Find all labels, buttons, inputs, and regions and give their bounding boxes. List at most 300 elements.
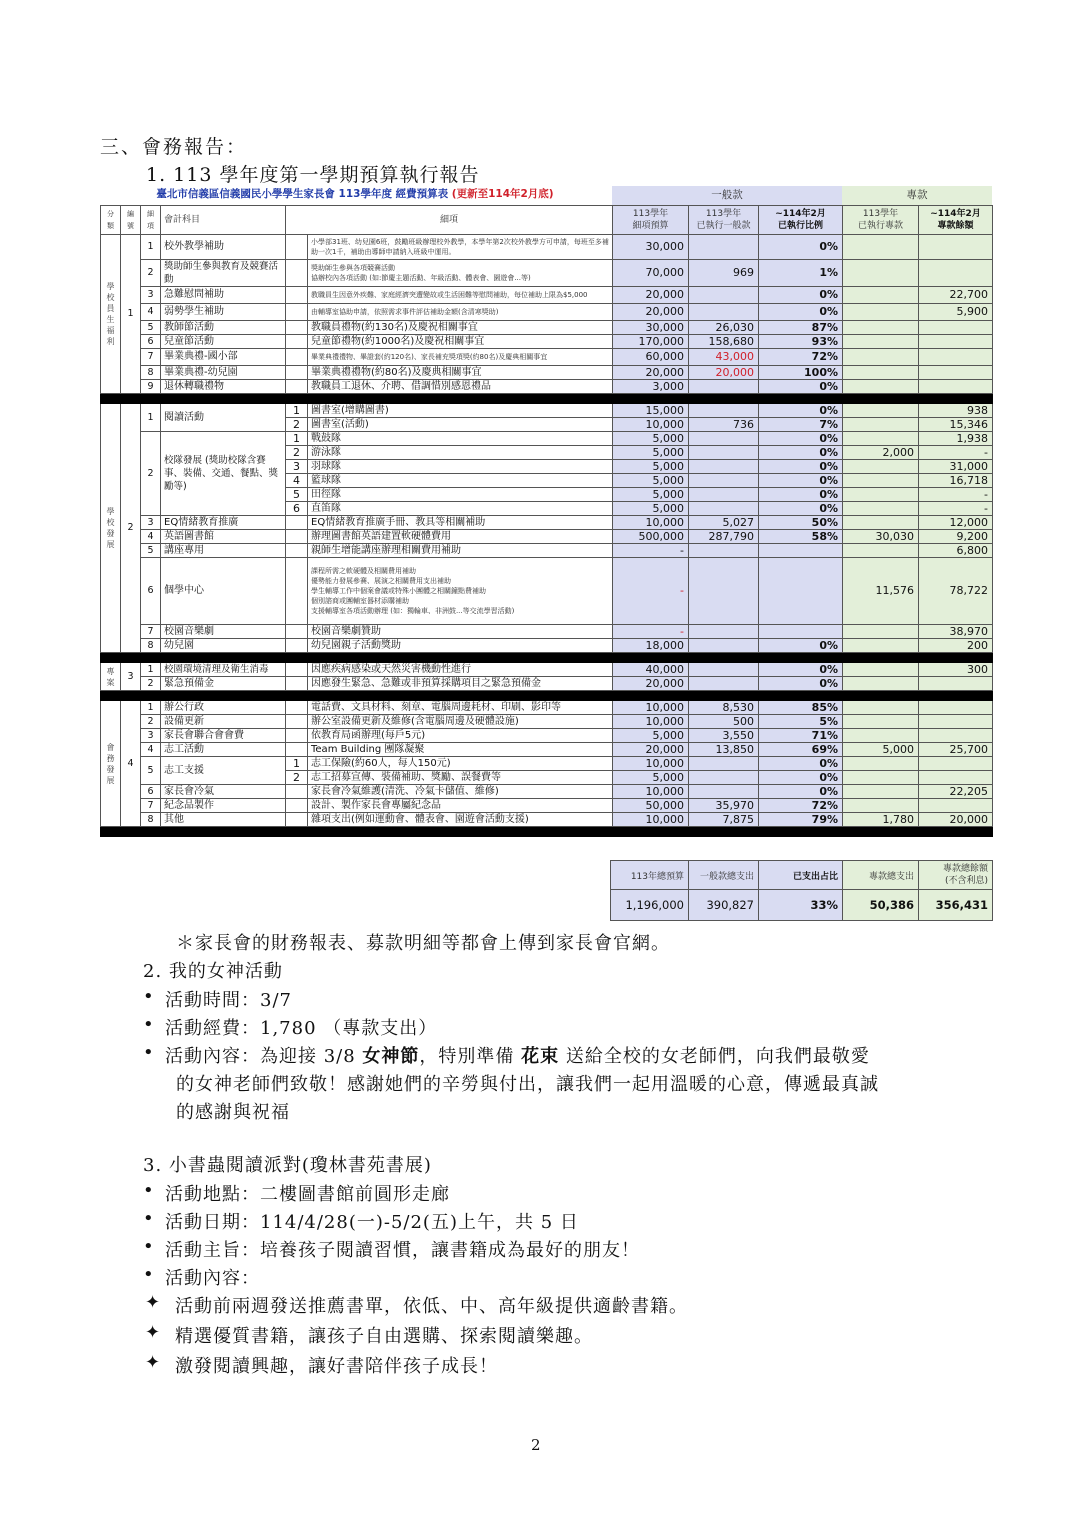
special-balance-cell: - [919, 488, 993, 502]
table-title-text: 臺北市信義區信義國民小學學生家長會 113學年度 經費預算表 [156, 188, 449, 200]
spent-special-cell [843, 715, 919, 729]
spent-general-cell [689, 625, 759, 639]
budget-cell: 5,000 [613, 460, 689, 474]
ratio-cell: 72% [759, 799, 843, 813]
budget-cell: 5,000 [613, 729, 689, 743]
spent-general-cell [689, 488, 759, 502]
sub-item-cell [286, 321, 308, 335]
spent-special-cell [843, 321, 919, 335]
spent-general-cell [689, 304, 759, 321]
spent-special-cell [843, 625, 919, 639]
special-balance-cell: 22,205 [919, 785, 993, 799]
item3-point-text: 激發閱讀興趣，讓好書陪伴孩子成長！ [175, 1356, 498, 1377]
detail-cell: 幼兒園親子活動獎助 [308, 639, 613, 653]
table-row [101, 639, 993, 653]
special-balance-cell [919, 380, 993, 394]
ratio-cell: 1% [759, 260, 843, 287]
spent-special-cell [843, 304, 919, 321]
item-no-cell: 5 [141, 757, 161, 785]
special-balance-cell: 15,346 [919, 418, 993, 432]
item2-content-suffix: 送給全校的女老師們，向我們最敬愛 [559, 1046, 870, 1067]
item3-point-text: 活動前兩週發送推薦書單，依低、中、高年級提供適齡書籍。 [175, 1296, 688, 1317]
spent-special-cell: 2,000 [843, 446, 919, 460]
detail-cell: 畢業典禮禮物(約80名)及慶典相關事宜 [308, 366, 613, 380]
category-cell: 學校員生福利 [101, 235, 121, 394]
finance-note: ＊家長會的財務報表、募款明細等都會上傳到家長會官網。 [176, 933, 670, 954]
ratio-cell: 0% [759, 677, 843, 691]
category-cell: 會務發展 [101, 701, 121, 827]
budget-cell: 5,000 [613, 432, 689, 446]
col-ratio: ~114年2月 已執行比例 [759, 206, 843, 235]
item-no-cell: 1 [141, 701, 161, 715]
item2-content-prefix: 活動內容：為迎接 3/8 [165, 1046, 363, 1067]
detail-cell: 辦理圖書館英語建置軟硬體費用 [308, 530, 613, 544]
sparkle-icon: ✦ [145, 1352, 162, 1373]
spent-general-cell [689, 404, 759, 418]
sub-item-cell: 1 [286, 757, 308, 771]
item-no-cell: 1 [141, 235, 161, 260]
account-cell: 急難慰問補助 [161, 287, 286, 304]
spent-special-cell [843, 663, 919, 677]
special-balance-cell [919, 677, 993, 691]
budget-cell: 30,000 [613, 235, 689, 260]
sub-item-cell: 3 [286, 460, 308, 474]
spent-general-cell: 158,680 [689, 335, 759, 349]
budget-cell: - [613, 625, 689, 639]
detail-cell: 圖書室(活動) [308, 418, 613, 432]
budget-cell: 18,000 [613, 639, 689, 653]
ratio-cell [759, 544, 843, 558]
spent-special-cell [843, 366, 919, 380]
col-detail: 細項 [286, 206, 613, 235]
budget-cell: 5,000 [613, 474, 689, 488]
budget-cell: 20,000 [613, 304, 689, 321]
item3-place: • 活動地點：二樓圖書館前圓形走廊 [165, 1180, 450, 1206]
code-cell: 4 [121, 701, 141, 827]
spent-general-cell [689, 460, 759, 474]
item-no-cell: 7 [141, 799, 161, 813]
budget-cell: - [613, 558, 689, 625]
account-cell: 個學中心 [161, 558, 286, 625]
spent-special-cell [843, 544, 919, 558]
spent-general-cell [689, 287, 759, 304]
special-balance-cell [919, 715, 993, 729]
item-no-cell: 8 [141, 639, 161, 653]
item-no-cell: 1 [141, 663, 161, 677]
summary-label-total-budget: 113年總預算 [611, 861, 689, 890]
detail-cell: 課程所需之軟硬體及相關費用補助 優勢能力發展參賽、展演之相關費用支出補助 學生輔導工作中個案會議或特殊小團體之相關鐘點費補助 個別諮商或團輔室器材添購補助 支援輔導室各項活動辦理 (如：獨輪車、非洲鼓...等交流學習活動) [308, 558, 613, 625]
special-balance-cell: 938 [919, 404, 993, 418]
detail-cell: 教職員禮物(約130名)及慶祝相關事宜 [308, 321, 613, 335]
spent-special-cell [843, 460, 919, 474]
table-row [101, 287, 993, 304]
budget-cell: - [613, 544, 689, 558]
summary-special-spent: 50,386 [843, 890, 919, 921]
account-cell: 弱勢學生補助 [161, 304, 286, 321]
item3-purpose: • 活動主旨：培養孩子閱讀習慣，讓書籍成為最好的朋友！ [165, 1236, 640, 1262]
ratio-cell: 0% [759, 446, 843, 460]
table-row [101, 799, 993, 813]
budget-cell: 70,000 [613, 260, 689, 287]
table-row [101, 530, 993, 544]
spent-general-cell [689, 502, 759, 516]
account-cell: 英語圖書館 [161, 530, 286, 544]
budget-cell: 20,000 [613, 287, 689, 304]
sub-item-cell: 5 [286, 488, 308, 502]
ratio-cell: 0% [759, 639, 843, 653]
ratio-cell: 0% [759, 474, 843, 488]
group-general-header: 一般款 [612, 186, 842, 205]
ratio-cell: 0% [759, 771, 843, 785]
ratio-cell: 0% [759, 432, 843, 446]
special-balance-cell [919, 729, 993, 743]
spent-special-cell [843, 349, 919, 366]
sub-item-cell [286, 729, 308, 743]
item2-content-line2: 的女神老師們致敬！感謝她們的辛勞與付出，讓我們一起用溫暖的心意，傳遞最真誠 [176, 1074, 879, 1095]
spent-special-cell [843, 516, 919, 530]
col-special-balance: ~114年2月 專款餘額 [919, 206, 993, 235]
sub-item-cell [286, 544, 308, 558]
account-cell: 緊急預備金 [161, 677, 286, 691]
table-row [101, 663, 993, 677]
budget-cell: 10,000 [613, 701, 689, 715]
detail-cell: 游泳隊 [308, 446, 613, 460]
sub-item-cell [286, 715, 308, 729]
table-row [101, 729, 993, 743]
item3-date: • 活動日期：114/4/28(一)-5/2(五)上午，共 5 日 [165, 1208, 579, 1234]
ratio-cell: 100% [759, 366, 843, 380]
detail-cell: 圖書室(增購圖書) [308, 404, 613, 418]
code-cell: 1 [121, 235, 141, 394]
budget-cell: 10,000 [613, 418, 689, 432]
special-balance-cell: 1,938 [919, 432, 993, 446]
spent-general-cell [689, 446, 759, 460]
special-balance-cell: 38,970 [919, 625, 993, 639]
ratio-cell: 0% [759, 287, 843, 304]
ratio-cell: 58% [759, 530, 843, 544]
account-cell: EQ情緒教育推廣 [161, 516, 286, 530]
spent-special-cell [843, 729, 919, 743]
summary-total-budget: 1,196,000 [611, 890, 689, 921]
ratio-cell: 50% [759, 516, 843, 530]
spent-special-cell [843, 799, 919, 813]
table-row [101, 349, 993, 366]
summary-general-spent: 390,827 [689, 890, 759, 921]
table-row [101, 625, 993, 639]
item-no-cell: 4 [141, 530, 161, 544]
col-code: 編號 [121, 206, 141, 235]
sub-item-cell [286, 349, 308, 366]
spent-general-cell: 35,970 [689, 799, 759, 813]
detail-cell: 電話費、文具材料、刻章、電腦周邊耗材、印刷、影印等 [308, 701, 613, 715]
item2-content-line3: 的感謝與祝福 [176, 1102, 290, 1123]
section-separator [101, 691, 993, 701]
spent-general-cell: 7,875 [689, 813, 759, 827]
spent-general-cell: 43,000 [689, 349, 759, 366]
spent-general-cell [689, 474, 759, 488]
separator-bar [101, 691, 993, 701]
subsection-heading: 1. 113 學年度第一學期預算執行報告 [146, 164, 480, 186]
detail-cell: 獎助師生參與各項競賽活動 協辦校內各項活動 (如:節慶主題活動、年級活動、體表會、園遊會...等) [308, 260, 613, 287]
spent-general-cell: 20,000 [689, 366, 759, 380]
table-row [101, 304, 993, 321]
spent-special-cell [843, 235, 919, 260]
ratio-cell: 0% [759, 488, 843, 502]
item-no-cell: 2 [141, 715, 161, 729]
table-row [101, 785, 993, 799]
spent-special-cell [843, 785, 919, 799]
summary-table [610, 860, 993, 921]
sub-item-cell [286, 625, 308, 639]
detail-cell: 辦公室設備更新及維修(含電腦周邊及硬體設施) [308, 715, 613, 729]
budget-cell: 170,000 [613, 335, 689, 349]
code-cell: 3 [121, 663, 141, 691]
detail-cell: 羽球隊 [308, 460, 613, 474]
account-cell: 兒童節活動 [161, 335, 286, 349]
sub-item-cell [286, 287, 308, 304]
account-cell: 其他 [161, 813, 286, 827]
detail-cell: 田徑隊 [308, 488, 613, 502]
budget-cell: 5,000 [613, 446, 689, 460]
spent-special-cell [843, 335, 919, 349]
item-no-cell: 2 [141, 677, 161, 691]
budget-cell: 500,000 [613, 530, 689, 544]
account-cell: 家長會冷氣 [161, 785, 286, 799]
section-separator [101, 394, 993, 404]
ratio-cell: 0% [759, 304, 843, 321]
item-no-cell: 2 [141, 260, 161, 287]
spent-general-cell [689, 677, 759, 691]
special-balance-cell [919, 771, 993, 785]
special-balance-cell [919, 701, 993, 715]
detail-cell: 依教育局函辦理(每戶5元) [308, 729, 613, 743]
col-account: 會計科目 [161, 206, 286, 235]
detail-cell: 戰鼓隊 [308, 432, 613, 446]
detail-cell: 畢業典禮禮物、畢證套(約120名)、家長補充獎項獎(約80名)及慶典相關事宜 [308, 349, 613, 366]
table-row [101, 404, 993, 418]
summary-special-balance: 356,431 [919, 890, 993, 921]
col-item: 細項 [141, 206, 161, 235]
item-no-cell: 5 [141, 321, 161, 335]
special-balance-cell: 31,000 [919, 460, 993, 474]
spent-general-cell: 3,550 [689, 729, 759, 743]
sub-item-cell [286, 235, 308, 260]
ratio-cell: 0% [759, 663, 843, 677]
ratio-cell: 69% [759, 743, 843, 757]
sub-item-cell: 1 [286, 404, 308, 418]
spent-general-cell [689, 544, 759, 558]
account-cell: 閱讀活動 [161, 404, 286, 432]
item2-content-mid: ，特別準備 [419, 1046, 522, 1067]
item-no-cell: 1 [141, 404, 161, 432]
sub-item-cell [286, 785, 308, 799]
spent-special-cell [843, 771, 919, 785]
special-balance-cell: 12,000 [919, 516, 993, 530]
account-cell: 家長會聯合會會費 [161, 729, 286, 743]
summary-label-special-balance: 專款總餘額 (不含利息) [919, 861, 993, 890]
table-row [101, 757, 993, 771]
budget-cell: 50,000 [613, 799, 689, 813]
special-balance-cell: 20,000 [919, 813, 993, 827]
item2-cost: • 活動經費：1,780 （專款支出） [165, 1014, 437, 1040]
budget-cell: 20,000 [613, 366, 689, 380]
sub-item-cell: 2 [286, 446, 308, 460]
budget-cell: 10,000 [613, 757, 689, 771]
summary-label-ratio: 已支出占比 [759, 861, 843, 890]
account-cell: 教師節活動 [161, 321, 286, 335]
item-no-cell: 3 [141, 516, 161, 530]
ratio-cell: 0% [759, 235, 843, 260]
ratio-cell: 79% [759, 813, 843, 827]
item-no-cell: 9 [141, 380, 161, 394]
detail-cell: 雜項支出(例如運動會、體表會、園遊會活動支援) [308, 813, 613, 827]
detail-cell: 由輔導室協助申請，依照需求事件評估補助金額(含清寒獎助) [308, 304, 613, 321]
ratio-cell: 7% [759, 418, 843, 432]
budget-cell: 20,000 [613, 677, 689, 691]
item3-point [145, 1322, 593, 1348]
special-balance-cell: 9,200 [919, 530, 993, 544]
spent-special-cell [843, 287, 919, 304]
spent-general-cell [689, 785, 759, 799]
sub-item-cell: 2 [286, 418, 308, 432]
ratio-cell: 71% [759, 729, 843, 743]
summary-ratio: 33% [759, 890, 843, 921]
sub-item-cell: 1 [286, 432, 308, 446]
account-cell: 校隊發展 (獎助校隊含賽事、裝備、交通、餐點、獎勵等) [161, 432, 286, 516]
spent-special-cell [843, 380, 919, 394]
spent-general-cell: 736 [689, 418, 759, 432]
sub-item-cell [286, 366, 308, 380]
table-row [101, 335, 993, 349]
spent-special-cell [843, 677, 919, 691]
table-row [101, 235, 993, 260]
table-row [101, 432, 993, 446]
account-cell: 設備更新 [161, 715, 286, 729]
ratio-cell: 85% [759, 701, 843, 715]
item-no-cell: 8 [141, 366, 161, 380]
sub-item-cell [286, 380, 308, 394]
sparkle-icon: ✦ [145, 1292, 162, 1313]
spent-special-cell [843, 260, 919, 287]
account-cell: 辦公行政 [161, 701, 286, 715]
sub-item-cell [286, 335, 308, 349]
table-row [101, 516, 993, 530]
ratio-cell: 87% [759, 321, 843, 335]
special-balance-cell [919, 335, 993, 349]
table-row [101, 558, 993, 625]
section-separator [101, 653, 993, 663]
spent-general-cell: 13,850 [689, 743, 759, 757]
special-balance-cell [919, 349, 993, 366]
detail-cell: 因應發生緊急、急難或非預算採購項目之緊急預備金 [308, 677, 613, 691]
ratio-cell: 0% [759, 404, 843, 418]
spent-general-cell: 5,027 [689, 516, 759, 530]
category-cell: 專案 [101, 663, 121, 691]
code-cell: 2 [121, 404, 141, 653]
item-no-cell: 3 [141, 287, 161, 304]
special-balance-cell: 78,722 [919, 558, 993, 625]
col-category: 分類 [101, 206, 121, 235]
spent-special-cell: 1,780 [843, 813, 919, 827]
spent-general-cell: 287,790 [689, 530, 759, 544]
col-spent-general: 113學年 已執行一般款 [689, 206, 759, 235]
spent-general-cell [689, 771, 759, 785]
ratio-cell: 93% [759, 335, 843, 349]
account-cell: 畢業典禮-國小部 [161, 349, 286, 366]
item-no-cell: 4 [141, 743, 161, 757]
sub-item-cell [286, 304, 308, 321]
item3-point-text: 精選優質書籍，讓孩子自由選購、探索閱讀樂趣。 [175, 1326, 593, 1347]
account-cell: 志工支援 [161, 757, 286, 785]
detail-cell: 教職員工退休、介聘、借調惜別感恩禮品 [308, 380, 613, 394]
sub-item-cell [286, 516, 308, 530]
detail-cell: 家長會冷氣維護(清洗、冷氣卡儲值、維修) [308, 785, 613, 799]
sub-item-cell [286, 701, 308, 715]
table-row [101, 715, 993, 729]
spent-general-cell [689, 380, 759, 394]
sub-item-cell [286, 558, 308, 625]
ratio-cell: 0% [759, 460, 843, 474]
spent-special-cell [843, 474, 919, 488]
spent-general-cell: 8,530 [689, 701, 759, 715]
spent-special-cell: 5,000 [843, 743, 919, 757]
budget-table [100, 205, 993, 837]
detail-cell: 籃球隊 [308, 474, 613, 488]
spent-general-cell: 26,030 [689, 321, 759, 335]
spent-special-cell [843, 757, 919, 771]
table-row [101, 321, 993, 335]
spent-special-cell [843, 418, 919, 432]
table-row [101, 544, 993, 558]
account-cell: 校園環境清理及衛生消毒 [161, 663, 286, 677]
item2-content [165, 1042, 870, 1068]
item2-title: 2. 我的女神活動 [143, 961, 283, 982]
detail-cell: 直笛隊 [308, 502, 613, 516]
special-balance-cell: 25,700 [919, 743, 993, 757]
table-row [101, 380, 993, 394]
spent-special-cell [843, 488, 919, 502]
account-cell: 校園音樂劇 [161, 625, 286, 639]
page-number: 2 [531, 1436, 541, 1454]
sparkle-icon: ✦ [145, 1322, 162, 1343]
ratio-cell: 0% [759, 502, 843, 516]
account-cell: 獎助師生參與教育及競賽活動 [161, 260, 286, 287]
special-balance-cell: - [919, 446, 993, 460]
spent-general-cell [689, 663, 759, 677]
item-no-cell: 6 [141, 335, 161, 349]
special-balance-cell: 22,700 [919, 287, 993, 304]
detail-cell: Team Building 團隊凝聚 [308, 743, 613, 757]
spent-special-cell: 11,576 [843, 558, 919, 625]
detail-cell: 志工保險(約60人，每人150元) [308, 757, 613, 771]
spent-special-cell [843, 701, 919, 715]
item3-point [145, 1292, 688, 1318]
table-row [101, 813, 993, 827]
summary-label-special-spent: 專款總支出 [843, 861, 919, 890]
budget-cell: 30,000 [613, 321, 689, 335]
spent-special-cell: 30,030 [843, 530, 919, 544]
spent-general-cell [689, 558, 759, 625]
detail-cell: EQ情緒教育推廣手冊、教具等相關補助 [308, 516, 613, 530]
special-balance-cell: 6,800 [919, 544, 993, 558]
special-balance-cell: - [919, 502, 993, 516]
account-cell: 紀念品製作 [161, 799, 286, 813]
item2-content-flowers: 花束 [521, 1046, 560, 1067]
spent-special-cell [843, 432, 919, 446]
item-no-cell: 7 [141, 625, 161, 639]
sub-item-cell [286, 813, 308, 827]
special-balance-cell [919, 799, 993, 813]
